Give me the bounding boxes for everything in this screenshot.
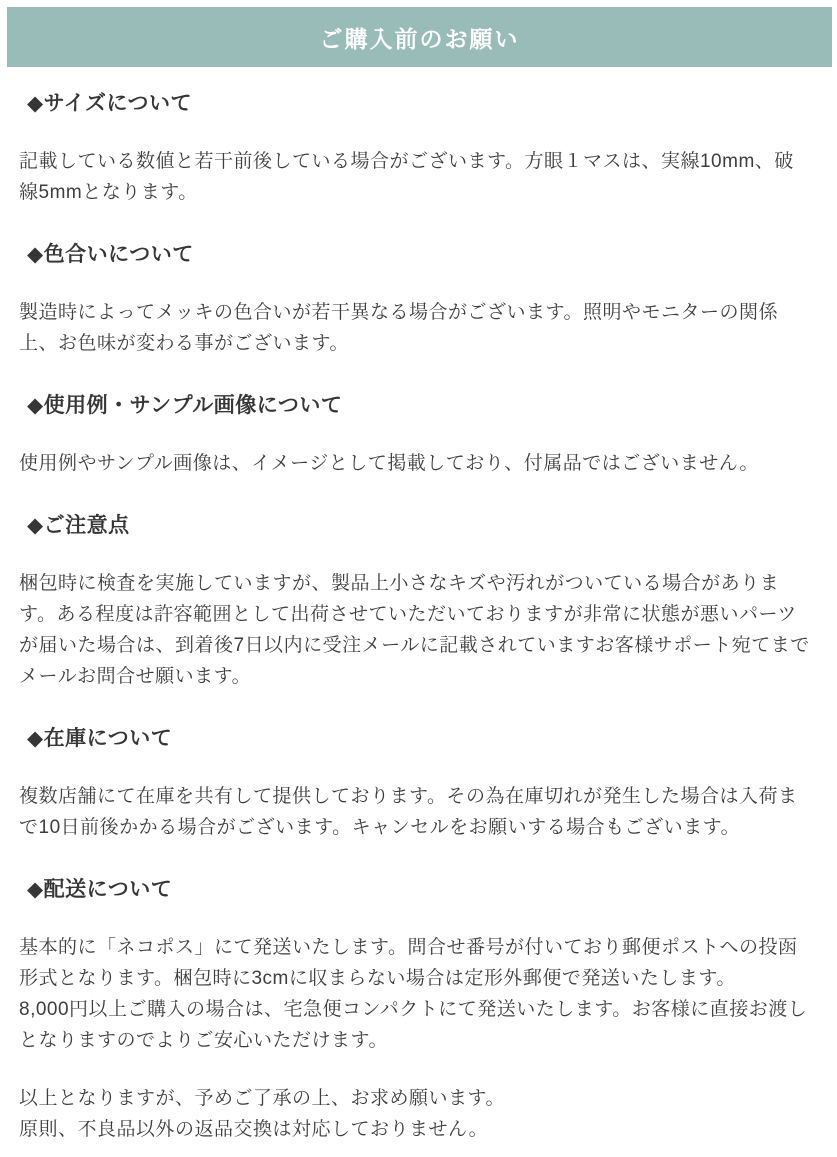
section-paragraph (19, 297, 811, 359)
section-heading: ◆ご注意点 (27, 514, 130, 537)
section-paragraph (19, 448, 811, 479)
section-heading: ◆使用例・サンプル画像について (27, 394, 343, 417)
notice-content (0, 89, 837, 1155)
text-line: 基本的に「ネコポス」にて発送いたします。問合せ番号が付いており郵便ポストへの投函形式となります。梱包時に3cmに収まらない場合は定形外郵便で発送いたします。 (19, 937, 798, 989)
text-line: 梱包時に検査を実施していますが、製品上小さなキズや汚れがついている場合があります。ある程度は許容範囲として出荷させていただいておりますが非常に状態が悪いパーツが届いた場合は、到着後7日以内に受注メールに記載されていますお客様サポート宛てまでメールお問合せ願います。 (19, 573, 810, 687)
section-heading: ◆在庫について (27, 727, 173, 750)
text-line: 複数店舗にて在庫を共有して提供しております。その為在庫切れが発生した場合は入荷まで10日前後かかる場合がございます。キャンセルをお願いする場合もございます。 (19, 786, 798, 838)
section-paragraph (19, 932, 811, 1056)
section-paragraph (19, 568, 811, 692)
page-title-banner (7, 7, 832, 67)
section-heading: ◆配送について (27, 878, 173, 901)
closing-note (19, 1083, 811, 1145)
page-title: ご購入前のお願い (319, 25, 520, 52)
text-line: 使用例やサンプル画像は、イメージとして掲載しており、付属品ではございません。 (19, 453, 759, 474)
section-heading: ◆サイズについて (27, 92, 193, 115)
text-line: 記載している数値と若干前後している場合がございます。方眼１マスは、実線10mm、破線5mmとなります。 (19, 151, 794, 203)
text-line: 原則、不良品以外の返品交換は対応しておりません。 (19, 1119, 489, 1140)
text-line: 8,000円以上ご購入の場合は、宅急便コンパクトにて発送いたします。お客様に直接お渡しとなりますのでよりご安心いただけます。 (19, 999, 808, 1051)
section-paragraph (19, 781, 811, 843)
section-heading: ◆色合いについて (27, 243, 194, 266)
text-line: 製造時によってメッキの色合いが若干異なる場合がございます。照明やモニターの関係上、お色味が変わる事がございます。 (19, 302, 778, 354)
text-line: 以上となりますが、予めご了承の上、お求め願います。 (19, 1088, 505, 1109)
section-paragraph (19, 146, 811, 208)
